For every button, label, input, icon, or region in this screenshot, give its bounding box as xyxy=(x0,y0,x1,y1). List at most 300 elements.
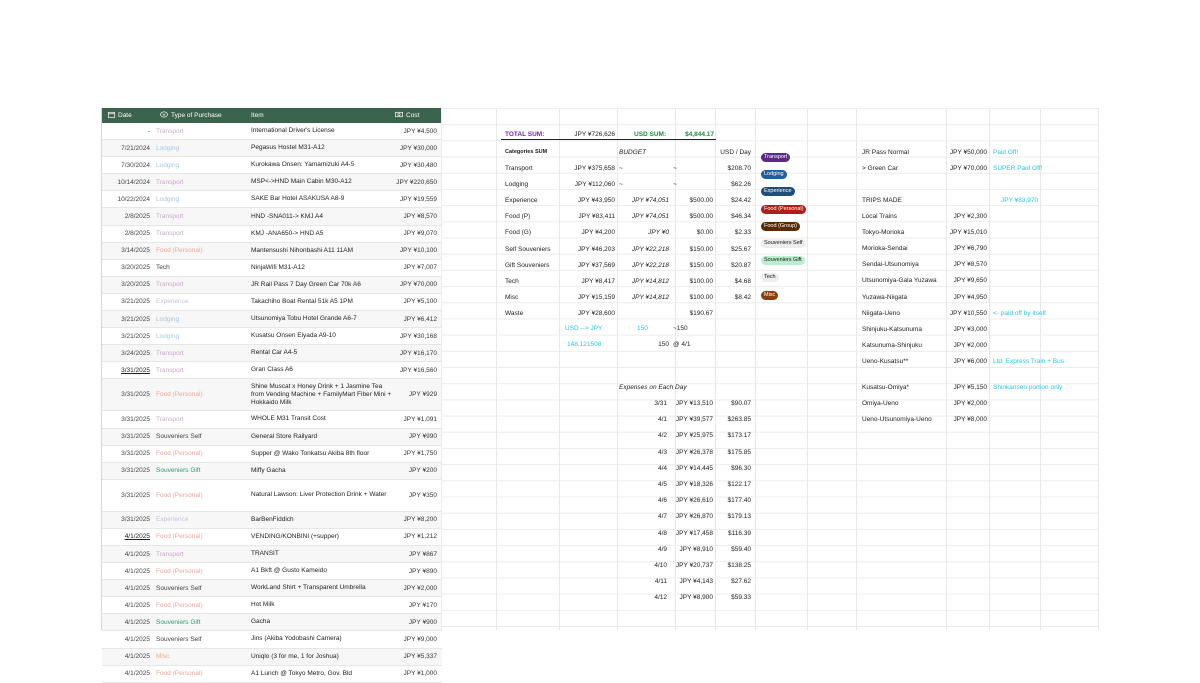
row-cost[interactable]: JPY ¥30,000 xyxy=(399,144,437,152)
category-sum[interactable]: JPY ¥4,200 xyxy=(581,229,615,237)
day-total-usd[interactable]: $96.30 xyxy=(731,464,751,472)
row-item[interactable]: BarBenFiddich xyxy=(251,515,294,523)
trip-cost[interactable]: JPY ¥9,650 xyxy=(953,277,987,285)
trip-name: Katsunuma-Shinjuku xyxy=(862,341,922,349)
table-row[interactable] xyxy=(102,546,442,563)
category-chip[interactable]: Food (Group) xyxy=(761,222,800,231)
row-cost[interactable]: JPY ¥929 xyxy=(408,391,437,399)
row-item[interactable]: Mantensushi Nihonbashi A11 11AM xyxy=(251,246,354,254)
totals-underline xyxy=(501,139,716,140)
trip-name: Sendai-Utsunomiya xyxy=(862,261,919,269)
day-total-usd[interactable]: $179.13 xyxy=(727,513,751,521)
table-row[interactable] xyxy=(102,140,442,157)
category-sum[interactable]: JPY ¥28,600 xyxy=(577,309,615,317)
table-row[interactable] xyxy=(102,379,442,411)
category-name: Food (P) xyxy=(505,213,531,221)
exchange-rate-rounded: 150 xyxy=(658,341,669,348)
category-budget-usd[interactable]: $500.00 xyxy=(689,197,713,205)
day-total-usd[interactable]: $90.07 xyxy=(731,400,751,407)
trip-cost[interactable]: JPY ¥8,570 xyxy=(953,261,987,269)
category-chip[interactable]: Experience xyxy=(761,187,795,196)
table-row[interactable] xyxy=(102,208,442,225)
day-total-usd[interactable]: $122.17 xyxy=(727,481,751,488)
category-name: Lodging xyxy=(505,181,529,189)
row-cost[interactable]: JPY ¥9,070 xyxy=(403,230,437,238)
row-cost[interactable]: JPY ¥8,200 xyxy=(403,516,437,524)
categories-sum-header: Categories SUM xyxy=(505,149,548,155)
trip-name: Ueno-Utsunomiya-Ueno xyxy=(862,416,932,424)
table-row[interactable] xyxy=(102,666,442,683)
day-total-jpy[interactable]: JPY ¥26,870 xyxy=(675,513,713,521)
row-item[interactable]: A1 Bkft @ Gusto Kameido xyxy=(251,567,327,575)
row-cost[interactable]: JPY ¥16,170 xyxy=(399,349,437,357)
row-purchase-type[interactable]: Souveniers Self xyxy=(156,433,202,441)
trip-name: Ueno-Kusatsu** xyxy=(862,357,909,365)
row-date[interactable]: 4/1/2025 xyxy=(124,635,150,643)
trip-name: Omiya-Ueno xyxy=(862,400,899,408)
day-total-jpy[interactable]: JPY ¥14,445 xyxy=(675,464,713,472)
trip-cost[interactable]: JPY ¥5,150 xyxy=(953,384,987,391)
category-budget-jpy[interactable]: JPY ¥14,812 xyxy=(631,293,669,301)
row-date[interactable]: 3/20/2025 xyxy=(121,281,150,289)
row-item[interactable]: Pegasus Hostel M31-A12 xyxy=(251,144,325,152)
category-budget-usd[interactable]: $100.00 xyxy=(689,293,713,301)
category-usd-per-day[interactable]: $46.34 xyxy=(731,213,751,221)
row-item[interactable]: General Store Railyard xyxy=(251,432,318,440)
row-cost[interactable]: JPY ¥2,000 xyxy=(403,584,437,592)
row-item[interactable]: Utsunomiya Tobu Hotel Grande A6-7 xyxy=(251,315,357,323)
table-row[interactable] xyxy=(102,260,442,277)
category-budget-jpy[interactable]: JPY ¥0 xyxy=(648,229,669,237)
exchange-rate[interactable]: 148.121508 xyxy=(567,341,602,348)
trip-cost[interactable]: JPY ¥8,000 xyxy=(953,416,987,424)
row-cost[interactable]: JPY ¥900 xyxy=(408,618,437,626)
row-purchase-type[interactable]: Lodging xyxy=(156,161,180,169)
row-date[interactable]: 3/31/2025 xyxy=(121,450,150,458)
trip-cost[interactable]: JPY ¥10,550 xyxy=(949,309,987,317)
column-divider xyxy=(496,108,497,630)
row-date[interactable]: 3/31/2025 xyxy=(121,491,150,499)
row-date[interactable]: 4/1/2025 xyxy=(124,550,150,558)
category-sum[interactable]: JPY ¥112,060 xyxy=(574,181,615,189)
day-total-usd[interactable]: $116.39 xyxy=(727,529,751,537)
row-cost[interactable]: JPY ¥6,412 xyxy=(403,315,437,323)
trip-name: Morioka-Sendai xyxy=(862,245,908,253)
row-purchase-type[interactable]: Lodging xyxy=(156,144,180,152)
table-row[interactable] xyxy=(102,597,442,614)
row-date[interactable]: 3/14/2025 xyxy=(121,247,150,255)
row-cost[interactable]: JPY ¥7,007 xyxy=(403,264,437,272)
category-sum[interactable]: JPY ¥15,159 xyxy=(577,293,615,301)
row-cost[interactable]: JPY ¥30,168 xyxy=(399,332,437,340)
row-cost[interactable]: JPY ¥16,560 xyxy=(399,366,437,374)
day-total-usd[interactable]: $59.40 xyxy=(731,545,751,553)
table-row[interactable] xyxy=(102,446,442,463)
row-date[interactable]: 3/21/2025 xyxy=(121,298,150,306)
row-date[interactable]: - xyxy=(147,127,150,135)
table-row[interactable] xyxy=(102,580,442,597)
row-item[interactable]: TRANSIT xyxy=(251,550,279,558)
row-purchase-type[interactable]: Souveniers Self xyxy=(156,635,202,643)
row-date[interactable]: 4/1/2025 xyxy=(124,653,150,661)
table-row[interactable] xyxy=(102,243,442,260)
day-date: 3/31 xyxy=(654,400,667,407)
category-budget-jpy[interactable]: JPY ¥74,051 xyxy=(631,197,669,205)
row-cost[interactable]: JPY ¥19,559 xyxy=(399,195,437,203)
category-name: Gift Souveniers xyxy=(505,261,550,269)
category-budget-jpy[interactable]: JPY ¥14,812 xyxy=(631,277,669,285)
row-date[interactable]: 4/1/2025 xyxy=(124,533,150,541)
row-purchase-type[interactable]: Transport xyxy=(156,415,184,423)
category-chip[interactable]: Souveniers Gift xyxy=(761,256,805,265)
category-budget-jpy[interactable]: JPY ¥22,218 xyxy=(631,245,669,253)
conversion-value[interactable]: 150 xyxy=(637,325,648,332)
row-date[interactable]: 10/22/2024 xyxy=(117,195,150,203)
row-item[interactable]: Supper @ Wako Tonkatsu Akiba 8th floor xyxy=(251,449,370,457)
category-usd-per-day[interactable]: $20.87 xyxy=(731,261,751,269)
daily-expenses-title: Expenses on Each Day xyxy=(619,384,687,391)
row-purchase-type[interactable]: Transport xyxy=(156,127,184,135)
row-cost[interactable]: JPY ¥10,100 xyxy=(399,247,437,255)
day-date: 4/2 xyxy=(657,432,667,440)
row-purchase-type[interactable]: Lodging xyxy=(156,315,180,323)
row-item[interactable]: Rental Car A4-5 xyxy=(251,349,298,357)
row-date[interactable]: 3/21/2025 xyxy=(121,315,150,323)
category-chip[interactable]: Transport xyxy=(761,153,790,162)
category-usd-per-day[interactable]: $25.67 xyxy=(731,245,751,253)
category-chip[interactable]: Souveniers Self xyxy=(761,239,806,248)
money-icon xyxy=(395,111,403,118)
pass-cost[interactable]: JPY ¥50,000 xyxy=(949,149,987,156)
row-item[interactable]: A1 Lunch @ Tokyo Metro, Gov. Bld xyxy=(251,669,353,677)
row-purchase-type[interactable]: Food (Personal) xyxy=(156,533,203,541)
row-date[interactable]: 3/31/2025 xyxy=(121,433,150,441)
table-row[interactable] xyxy=(102,463,442,480)
row-date[interactable]: 7/30/2024 xyxy=(121,161,150,169)
row-purchase-type[interactable]: Tech xyxy=(156,264,170,272)
day-date: 4/6 xyxy=(657,497,667,505)
day-total-jpy[interactable]: JPY ¥26,610 xyxy=(675,497,713,505)
row-purchase-type[interactable]: Lodging xyxy=(156,332,180,340)
category-name: Self Souveniers xyxy=(505,245,551,253)
row-purchase-type[interactable]: Transport xyxy=(156,550,184,558)
row-cost[interactable]: JPY ¥5,100 xyxy=(403,298,437,306)
category-usd-per-day[interactable]: $24.42 xyxy=(731,197,751,205)
budget-header: BUDGET xyxy=(619,149,647,156)
usd-sum-value[interactable]: $4,844.17 xyxy=(685,131,714,138)
row-date[interactable]: 4/1/2025 xyxy=(124,584,150,592)
table-row[interactable] xyxy=(102,563,442,580)
trip-name: Yuzawa-Niigata xyxy=(862,293,908,301)
table-row[interactable] xyxy=(102,614,442,631)
category-chip[interactable]: Tech xyxy=(761,273,779,282)
row-item[interactable]: Kurokawa Onsen: Yamamizuki A4-5 xyxy=(251,161,355,169)
day-total-jpy[interactable]: JPY ¥4,143 xyxy=(679,578,713,586)
category-budget-usd[interactable]: $500.00 xyxy=(689,213,713,221)
row-purchase-type[interactable]: Souveniers Gift xyxy=(156,618,201,626)
cost-column-header[interactable] xyxy=(395,108,419,123)
day-date: 4/8 xyxy=(657,529,667,537)
row-date[interactable]: 4/1/2025 xyxy=(124,601,150,609)
trips-made-total[interactable]: JPY ¥83,970 xyxy=(1001,197,1039,204)
row-purchase-type[interactable]: Food (Personal) xyxy=(156,601,203,609)
item-column-header[interactable] xyxy=(251,108,264,123)
row-purchase-type[interactable]: Misc xyxy=(156,653,170,661)
row-purchase-type[interactable]: Food (Personal) xyxy=(156,670,203,678)
day-total-usd[interactable]: $173.17 xyxy=(727,432,751,440)
table-row[interactable] xyxy=(102,294,442,311)
table-row[interactable] xyxy=(102,512,442,529)
trip-note: Ltd. Express Train + Bus xyxy=(993,357,1064,365)
table-row[interactable] xyxy=(102,123,442,140)
row-purchase-type[interactable]: Lodging xyxy=(156,195,180,203)
trip-note: Shinkansen portion only xyxy=(993,384,1063,391)
category-name: Misc xyxy=(505,293,519,301)
day-total-jpy[interactable]: JPY ¥26,378 xyxy=(675,448,713,456)
row-purchase-type[interactable]: Food (Personal) xyxy=(156,450,203,458)
row-cost[interactable]: JPY ¥890 xyxy=(408,567,437,575)
table-row[interactable] xyxy=(102,226,442,243)
row-purchase-type[interactable]: Souveniers Gift xyxy=(156,467,201,475)
row-cost[interactable]: JPY ¥1,000 xyxy=(403,670,437,678)
category-sum[interactable]: JPY ¥83,411 xyxy=(578,213,615,221)
row-item[interactable]: Hot Milk xyxy=(251,601,275,609)
category-budget-usd[interactable]: ~ xyxy=(673,181,677,189)
row-cost[interactable]: JPY ¥170 xyxy=(408,601,437,609)
row-date[interactable]: 3/31/2025 xyxy=(121,467,150,475)
day-total-jpy[interactable]: JPY ¥25,975 xyxy=(675,432,713,440)
category-budget-usd[interactable]: $150.00 xyxy=(689,261,713,269)
row-item[interactable]: WorkLand Shirt + Transparent Umbrella xyxy=(251,584,366,592)
pass-name: JR Pass Normal xyxy=(862,149,909,156)
row-date[interactable]: 7/21/2024 xyxy=(121,144,150,152)
calendar-icon xyxy=(108,111,115,118)
category-budget-usd[interactable]: $100.00 xyxy=(689,277,713,285)
row-date[interactable]: 3/31/2025 xyxy=(121,516,150,524)
row-date[interactable]: 3/31/2025 xyxy=(121,391,150,399)
category-budget-jpy[interactable]: ~ xyxy=(619,181,623,189)
column-divider xyxy=(1040,108,1041,630)
row-cost[interactable]: JPY ¥9,000 xyxy=(403,635,437,643)
row-purchase-type[interactable]: Transport xyxy=(156,349,184,357)
day-total-usd[interactable]: $263.85 xyxy=(727,416,751,424)
category-budget-usd[interactable]: ~ xyxy=(673,165,677,172)
purchases-table-body xyxy=(102,123,442,683)
category-sum[interactable]: JPY ¥8,417 xyxy=(581,277,615,285)
day-total-usd[interactable]: $175.85 xyxy=(727,448,751,456)
row-date[interactable]: 3/31/2025 xyxy=(121,415,150,423)
table-row[interactable] xyxy=(102,429,442,446)
row-purchase-type[interactable]: Transport xyxy=(156,230,184,238)
trip-cost[interactable]: JPY ¥6,000 xyxy=(953,357,987,365)
category-sum[interactable]: JPY ¥37,569 xyxy=(577,261,615,269)
day-total-jpy[interactable]: JPY ¥20,737 xyxy=(675,562,713,569)
row-item[interactable]: MSP<->HND Main Cabin M30-A12 xyxy=(251,178,352,186)
table-row[interactable] xyxy=(102,174,442,191)
row-date[interactable]: 3/24/2025 xyxy=(121,349,150,357)
category-budget-usd[interactable]: $150.00 xyxy=(689,245,713,253)
category-budget-usd[interactable]: $0.00 xyxy=(696,229,713,237)
trip-cost[interactable]: JPY ¥15,010 xyxy=(949,229,987,237)
day-date: 4/10 xyxy=(654,562,667,569)
row-date[interactable]: 2/8/2025 xyxy=(124,230,150,238)
row-cost[interactable]: JPY ¥30,480 xyxy=(399,161,437,169)
row-date[interactable]: 10/14/2024 xyxy=(117,178,150,186)
row-cost[interactable]: JPY ¥350 xyxy=(408,491,437,499)
trip-cost[interactable]: JPY ¥2,000 xyxy=(953,341,987,349)
table-row[interactable] xyxy=(102,328,442,345)
day-total-usd[interactable]: $59.33 xyxy=(731,594,751,602)
row-cost[interactable]: JPY ¥1,091 xyxy=(403,415,437,423)
row-purchase-type[interactable]: Transport xyxy=(156,178,184,186)
total-sum-value[interactable]: JPY ¥726,626 xyxy=(574,131,615,138)
category-usd-per-day[interactable]: $8.42 xyxy=(734,293,751,301)
row-date[interactable]: 2/8/2025 xyxy=(124,213,150,221)
trip-name: Niigata-Ueno xyxy=(862,309,900,317)
trip-note: <- paid off by itself xyxy=(993,309,1046,317)
table-row[interactable] xyxy=(102,480,442,512)
table-row[interactable] xyxy=(102,191,442,208)
table-row[interactable] xyxy=(102,157,442,174)
row-item[interactable]: Jins (Akiba Yodobashi Camera) xyxy=(251,635,342,643)
day-date: 4/12 xyxy=(654,594,667,602)
table-row[interactable] xyxy=(102,277,442,294)
row-item[interactable]: Takachiho Boat Rental 51k A5 1PM xyxy=(251,297,353,305)
row-purchase-type[interactable]: Transport xyxy=(156,366,184,374)
category-budget-jpy[interactable]: JPY ¥74,051 xyxy=(631,213,669,221)
table-row[interactable] xyxy=(102,649,442,666)
row-date[interactable]: 4/1/2025 xyxy=(124,670,150,678)
column-divider xyxy=(617,108,618,630)
row-purchase-type[interactable]: Transport xyxy=(156,281,184,289)
row-cost[interactable]: JPY ¥4,500 xyxy=(403,127,437,135)
day-total-jpy[interactable]: JPY ¥18,326 xyxy=(675,481,713,488)
table-row[interactable] xyxy=(102,345,442,362)
row-date[interactable]: 3/20/2025 xyxy=(121,264,150,272)
trip-cost[interactable]: JPY ¥2,000 xyxy=(953,400,987,408)
trip-cost[interactable]: JPY ¥2,300 xyxy=(953,213,987,220)
row-cost[interactable]: JPY ¥1,750 xyxy=(403,450,437,458)
type-column-header[interactable] xyxy=(160,108,222,123)
row-item[interactable]: Natural Lawson: Liver Protection Drink + Water xyxy=(251,491,387,499)
row-purchase-type[interactable]: Experience xyxy=(156,298,189,306)
category-chip[interactable]: Lodging xyxy=(761,170,787,179)
category-sum[interactable]: JPY ¥46,203 xyxy=(577,245,615,253)
row-purchase-type[interactable]: Food (Personal) xyxy=(156,247,203,255)
category-usd-per-day[interactable]: $4.68 xyxy=(734,277,751,285)
trip-cost[interactable]: JPY ¥6,790 xyxy=(953,245,987,253)
trip-cost[interactable]: JPY ¥3,000 xyxy=(953,325,987,333)
row-purchase-type[interactable]: Experience xyxy=(156,516,189,524)
category-chip[interactable]: Misc xyxy=(761,291,778,300)
row-cost[interactable]: JPY ¥70,000 xyxy=(399,281,437,289)
row-cost[interactable]: JPY ¥8,570 xyxy=(403,213,437,221)
row-item[interactable]: Uniqlo (3 for me, 1 for Joshua) xyxy=(251,652,339,660)
category-name: Experience xyxy=(505,197,538,205)
category-name: Food (G) xyxy=(505,229,532,237)
day-total-jpy[interactable]: JPY ¥17,458 xyxy=(675,529,713,537)
pass-name: > Green Car xyxy=(862,165,898,173)
trip-name: Utsunomiya-Gala Yuzawa xyxy=(862,277,937,285)
category-chip[interactable]: Food (Personal) xyxy=(761,205,806,214)
date-header-label: Date xyxy=(118,112,132,119)
day-total-usd[interactable]: $177.40 xyxy=(727,497,751,505)
row-cost[interactable]: JPY ¥990 xyxy=(408,433,437,441)
category-sum[interactable]: JPY ¥43,950 xyxy=(577,197,615,205)
category-usd-per-day[interactable]: $2.33 xyxy=(734,229,751,237)
category-budget-jpy[interactable]: JPY ¥22,218 xyxy=(631,261,669,269)
usd-sum-label: USD SUM: xyxy=(634,131,667,138)
purchases-table-header xyxy=(102,108,442,123)
row-item[interactable]: Miffy Gacha xyxy=(251,466,286,474)
table-row[interactable] xyxy=(102,631,442,648)
row-item[interactable]: Gran Class A6 xyxy=(251,366,293,374)
row-date[interactable]: 3/21/2025 xyxy=(121,332,150,340)
row-item[interactable]: HND -SNA011-> KMJ A4 xyxy=(251,212,323,220)
row-purchase-type[interactable]: Transport xyxy=(156,213,184,221)
row-item[interactable]: Shine Muscat x Honey Drink + 1 Jasmine Tea from Vending Machine + FamilyMart Fiber Mini + Hokkaido Milk xyxy=(251,382,392,406)
item-header-label: Item xyxy=(251,112,264,119)
trip-name: Tokyo-Morioka xyxy=(862,229,905,237)
table-row[interactable] xyxy=(102,362,442,379)
day-total-jpy[interactable]: JPY ¥8,900 xyxy=(679,594,713,602)
day-total-jpy[interactable]: JPY ¥13,510 xyxy=(675,400,713,407)
day-total-jpy[interactable]: JPY ¥8,910 xyxy=(679,545,713,553)
row-cost[interactable]: JPY ¥1,212 xyxy=(403,533,437,541)
row-date[interactable]: 3/31/2025 xyxy=(121,366,150,374)
pass-note: SUPER Paid Off! xyxy=(993,165,1043,173)
row-purchase-type[interactable]: Food (Personal) xyxy=(156,567,203,575)
date-column-header[interactable] xyxy=(108,108,132,123)
category-name: Waste xyxy=(505,309,524,317)
row-item[interactable]: KMJ -ANA650-> HND A5 xyxy=(251,229,324,237)
row-cost[interactable]: JPY ¥220,650 xyxy=(396,178,437,186)
day-date: 4/1 xyxy=(657,416,667,424)
row-item[interactable]: International Driver's License xyxy=(251,127,335,135)
category-usd-per-day[interactable]: $62.26 xyxy=(731,181,751,189)
category-budget-jpy[interactable]: ~ xyxy=(619,165,623,172)
cost-header-label: Cost xyxy=(406,112,420,119)
row-cost[interactable]: JPY ¥867 xyxy=(408,550,437,558)
category-budget-usd[interactable]: $190.67 xyxy=(689,309,713,317)
category-sum[interactable]: JPY ¥375,658 xyxy=(574,165,615,172)
row-item[interactable]: WHOLE M31 Transit Cost xyxy=(251,415,326,423)
table-row[interactable] xyxy=(102,311,442,328)
day-total-jpy[interactable]: JPY ¥39,577 xyxy=(675,416,713,424)
row-purchase-type[interactable]: Souveniers Self xyxy=(156,584,202,592)
row-item[interactable]: Gacha xyxy=(251,618,271,626)
trip-cost[interactable]: JPY ¥4,950 xyxy=(953,293,987,301)
column-divider xyxy=(989,108,990,630)
row-purchase-type[interactable]: Food (Personal) xyxy=(156,491,203,499)
row-item[interactable]: VENDING/KONBINI (+supper) xyxy=(251,532,339,540)
table-row[interactable] xyxy=(102,529,442,546)
row-cost[interactable]: JPY ¥5,337 xyxy=(403,653,437,661)
day-total-usd[interactable]: $27.62 xyxy=(731,578,751,586)
row-cost[interactable]: JPY ¥200 xyxy=(408,467,437,475)
pass-cost[interactable]: JPY ¥70,000 xyxy=(949,165,987,173)
row-item[interactable]: SAKE Bar Hotel ASAKUSA A8-9 xyxy=(251,195,345,203)
day-total-usd[interactable]: $138.25 xyxy=(727,562,751,569)
row-item[interactable]: JR Rail Pass 7 Day Green Car 70k A6 xyxy=(251,280,361,288)
table-row[interactable] xyxy=(102,411,442,428)
row-date[interactable]: 4/1/2025 xyxy=(124,567,150,575)
row-item[interactable]: Kusatsu Onsen Eiyada A9-10 xyxy=(251,332,336,340)
row-date[interactable]: 4/1/2025 xyxy=(124,618,150,626)
row-purchase-type[interactable]: Food (Personal) xyxy=(156,391,203,399)
row-item[interactable]: NinjaWifi M31-A12 xyxy=(251,263,305,271)
category-usd-per-day[interactable]: $208.70 xyxy=(727,165,751,172)
